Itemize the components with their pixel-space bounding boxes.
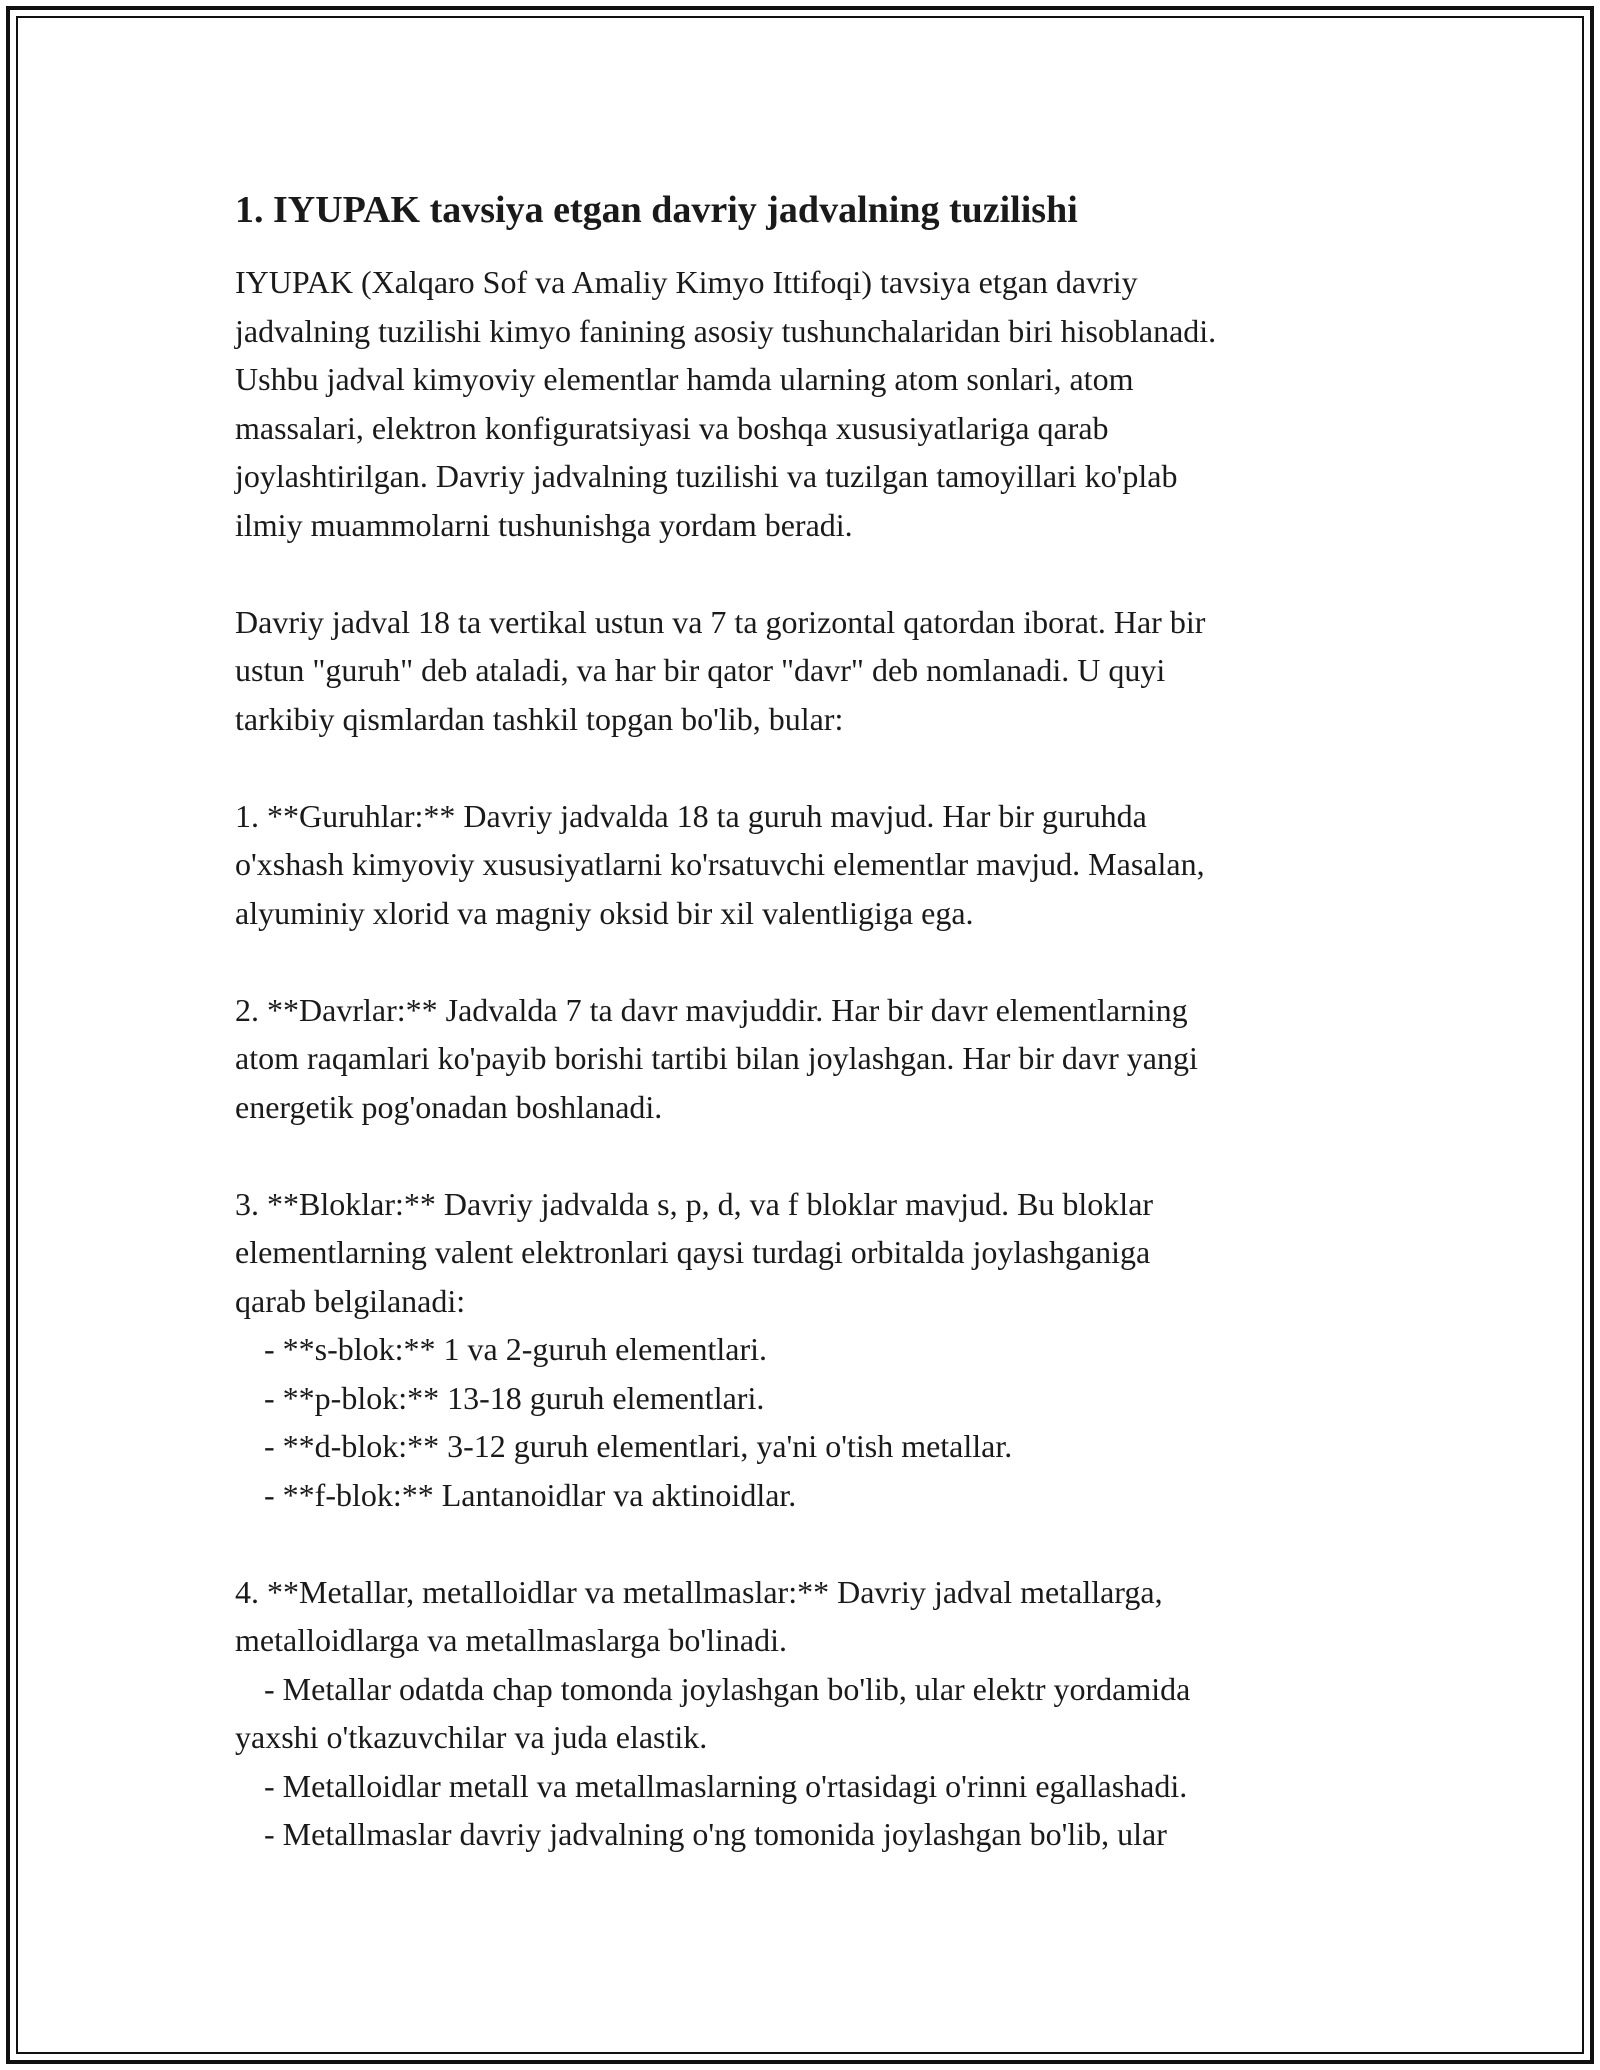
list-item: - **p-blok:** 13-18 guruh elementlari. (264, 1379, 765, 1416)
groups-paragraph (235, 792, 1395, 938)
text-line: alyuminiy xlorid va magniy oksid bir xil valentligiga ega. (235, 894, 974, 931)
text-line: 1. **Guruhlar:** Davriy jadvalda 18 ta guruh mavjud. Har bir guruhda (235, 797, 1147, 834)
paragraph-gap (235, 937, 1395, 986)
paragraph-gap (235, 743, 1395, 792)
list-item: - **f-blok:** Lantanoidlar va aktinoidlar. (264, 1476, 797, 1513)
list-item: - Metalloidlar metall va metallmaslarning o'rtasidagi o'rinni egallashadi. (264, 1767, 1188, 1804)
text-line: energetik pog'onadan boshlanadi. (235, 1088, 663, 1125)
document-body (235, 186, 1395, 1859)
text-line: tarkibiy qismlardan tashkil topgan bo'lib, bular: (235, 700, 844, 737)
text-line: Ushbu jadval kimyoviy elementlar hamda ularning atom sonlari, atom (235, 361, 1134, 397)
list-item: - **d-blok:** 3-12 guruh elementlari, ya'ni o'tish metallar. (264, 1428, 1013, 1464)
metals-paragraph (235, 1568, 1395, 1859)
blocks-paragraph (235, 1180, 1395, 1520)
text-line: 2. **Davrlar:** Jadvalda 7 ta davr mavjuddir. Har bir davr elementlarning (235, 991, 1188, 1028)
text-line: massalari, elektron konfiguratsiyasi va boshqa xususiyatlariga qarab (235, 409, 1109, 446)
intro-paragraph (235, 258, 1395, 549)
list-item: - Metallar odatda chap tomonda joylashgan bo'lib, ular elektr yordamida (264, 1670, 1191, 1707)
text-line: ilmiy muammolarni tushunishga yordam beradi. (235, 506, 853, 543)
text-line: elementlarning valent elektronlari qaysi turdagi orbitalda joylashganiga (235, 1234, 1151, 1270)
list-item: - Metallmaslar davriy jadvalning o'ng tomonida joylashgan bo'lib, ular (264, 1816, 1167, 1852)
text-line: 3. **Bloklar:** Davriy jadvalda s, p, d, va f bloklar mavjud. Bu bloklar (235, 1185, 1154, 1222)
document-title: 1. IYUPAK tavsiya etgan davriy jadvalning tuzilishi (235, 189, 1078, 231)
text-line: metalloidlarga va metallmaslarga bo'linadi. (235, 1622, 787, 1658)
text-line: o'xshash kimyoviy xususiyatlarni ko'rsatuvchi elementlar mavjud. Masalan, (235, 846, 1205, 882)
text-line: yaxshi o'tkazuvchilar va juda elastik. (235, 1719, 708, 1755)
text-line: Davriy jadval 18 ta vertikal ustun va 7 ta gorizontal qatordan iborat. Har bir (235, 603, 1206, 640)
text-line: ustun "guruh" deb ataladi, va har bir qator "davr" deb nomlanadi. U quyi (235, 652, 1166, 688)
structure-paragraph (235, 598, 1395, 744)
periods-paragraph (235, 986, 1395, 1132)
paragraph-gap (235, 1131, 1395, 1180)
text-line: atom raqamlari ko'payib borishi tartibi bilan joylashgan. Har bir davr yangi (235, 1040, 1198, 1076)
text-line: 4. **Metallar, metalloidlar va metallmaslar:** Davriy jadval metallarga, (235, 1573, 1163, 1610)
paragraph-gap (235, 549, 1395, 598)
text-line: IYUPAK (Xalqaro Sof va Amaliy Kimyo Ittifoqi) tavsiya etgan davriy (235, 264, 1138, 300)
list-item: - **s-blok:** 1 va 2-guruh elementlari. (264, 1331, 767, 1367)
paragraph-gap (235, 1519, 1395, 1568)
text-line: jadvalning tuzilishi kimyo fanining asosiy tushunchalaridan biri hisoblanadi. (235, 312, 1217, 349)
text-line: joylashtirilgan. Davriy jadvalning tuzilishi va tuzilgan tamoyillari ko'plab (235, 458, 1178, 494)
text-line: qarab belgilanadi: (235, 1282, 466, 1319)
